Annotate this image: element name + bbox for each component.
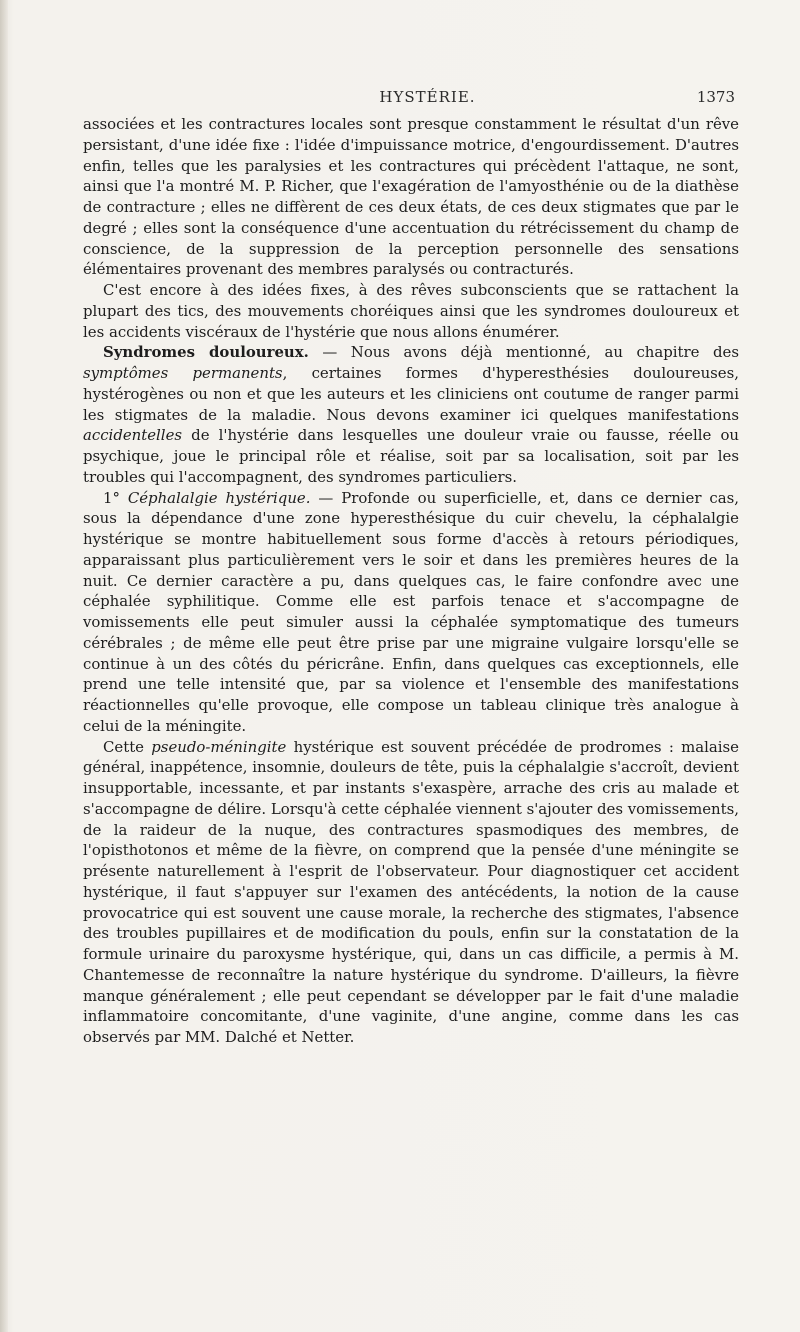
body-text <box>83 114 739 1048</box>
text-run: , certaines formes d'hyperesthésies douloureuses, hystérogènes ou non et que les auteurs et les cliniciens ont coutume de ranger parmi les stigmates de la maladie. Nous devons examiner ici quelques manifestations <box>83 364 739 424</box>
paragraph <box>83 342 739 487</box>
page-binding-shadow <box>0 0 8 1332</box>
italic-term: Céphalalgie hystérique. <box>127 488 311 507</box>
text-run: de l'hystérie dans lesquelles une douleur vraie ou fausse, réelle ou psychique, joue le principal rôle et réalise, soit par sa localisation, soit par les troubles qui l'accompagnent, des syndromes particuliers. <box>83 426 739 486</box>
paragraph <box>83 114 739 280</box>
text-run: C'est encore à des idées fixes, à des rêves subconscients que se rattachent la plupart des tics, des mouvements choréiques ainsi que les syndromes douloureux et les accidents viscéraux de l'hystérie que nous allons énumérer. <box>83 281 739 341</box>
paragraph <box>83 737 739 1048</box>
italic-term: accidentelles <box>83 426 183 445</box>
text-run: 1° <box>103 488 128 507</box>
page-number: 1373 <box>696 88 735 106</box>
text-run: associées et les contractures locales sont presque constamment le résultat d'un rêve persistant, d'une idée fixe : l'idée d'impuissance motrice, d'engourdissement. D'autres enfin, telles que les paralysies et les contractures qui précèdent l'attaque, ne sont, ainsi que l'a montré M. P. Richer, que l'exagération de l'amyosthénie ou de la diathèse de contracture ; elles ne diffèrent de ces deux états, de ces deux stigmates que par le degré ; elles sont la conséquence d'une accentuation du rétrécissement du champ de conscience, de la suppression de la perception personnelle des sensations élémentaires provenant des membres paralysés ou contracturés. <box>83 115 739 279</box>
text-run: — Nous avons déjà mentionné, au chapitre des <box>308 343 739 362</box>
running-header <box>120 88 735 108</box>
running-title: HYSTÉRIE. <box>379 88 476 106</box>
paragraph <box>83 280 739 342</box>
bold-heading: Syndromes douloureux. <box>103 343 309 362</box>
text-run: Cette <box>103 737 152 756</box>
italic-term: symptômes permanents <box>83 364 283 382</box>
paragraph <box>83 488 739 737</box>
text-run: — Profonde ou superficielle, et, dans ce dernier cas, sous la dépendance d'une zone hyperesthésique du cuir chevelu, la céphalalgie hystérique se montre habituellement sous forme d'accès à retours périodiques, apparaissant plus particulièrement vers le soir et dans les premières heures de la nuit. Ce dernier caractère a pu, dans quelques cas, le faire confondre avec une céphalée syphilitique. Comme elle est parfois tenace et s'accompagne de vomissements elle peut simuler aussi la céphalée symptomatique des tumeurs cérébrales ; de même elle peut être prise par une migraine vulgaire lorsqu'elle se continue à un des côtés du péricrâne. Enfin, dans quelques cas exceptionnels, elle prend une telle intensité que, par sa violence et l'ensemble des manifestations réactionnelles qu'elle provoque, elle compose un tableau clinique très analogue à celui de la méningite. <box>83 488 739 735</box>
text-run: hystérique est souvent précédée de prodromes : malaise général, inappétence, insomnie, douleurs de tête, puis la céphalalgie s'accroît, devient insupportable, incessante, et par instants s'exaspère, arrache des cris au malade et s'accompagne de délire. Lorsqu'à cette céphalée viennent s'ajouter des vomissements, de la raideur de la nuque, des contractures spasmodiques des membres, de l'opisthotonos et même de la fièvre, on comprend que la pensée d'une méningite se présente naturellement à l'esprit de l'observateur. Pour diagnostiquer cet accident hystérique, il faut s'appuyer sur l'examen des antécédents, la notion de la cause provocatrice qui est souvent une cause morale, la recherche des stigmates, l'absence des troubles pupillaires et de modification du pouls, enfin sur la constatation de la formule urinaire du paroxysme hystérique, qui, dans un cas difficile, a permis à M. Chantemesse de reconnaître la nature hystérique du syndrome. D'ailleurs, la fièvre manque généralement ; elle peut cependant se développer par le fait d'une maladie inflammatoire concomitante, d'une vaginite, d'une angine, comme dans les cas observés par MM. Dalché et Netter. <box>83 737 739 1046</box>
italic-term: pseudo-méningite <box>151 737 287 756</box>
